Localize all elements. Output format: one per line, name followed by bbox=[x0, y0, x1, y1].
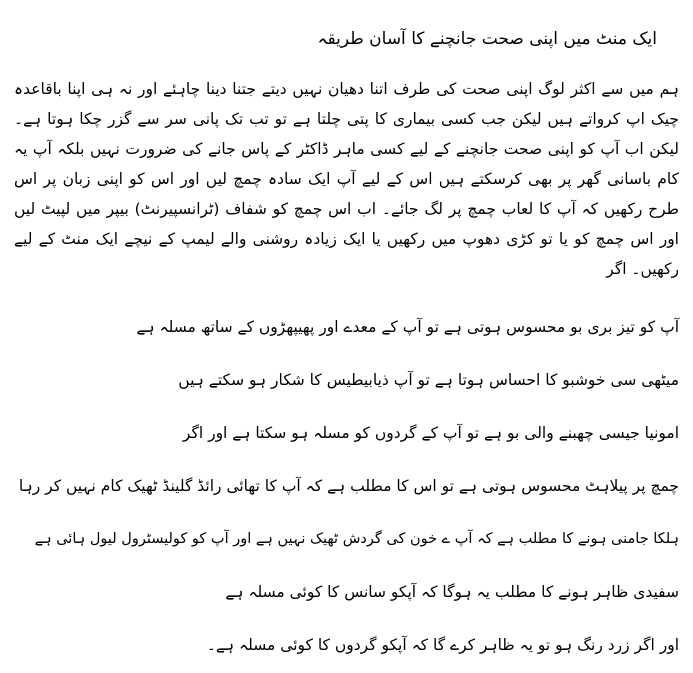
symptom-line: سفیدی ظاہر ہونے کا مطلب یہ ہوگا کہ آپکو سانس کا کوئی مسلہ ہے bbox=[225, 583, 679, 601]
symptom-line: اور اگر زرد رنگ ہو تو یہ ظاہر کرے گا کہ آپکو گردوں کا کوئی مسلہ ہے۔ bbox=[206, 636, 679, 654]
article-title: ایک منٹ میں اپنی صحت جانچنے کا آسان طریقہ bbox=[317, 29, 657, 49]
symptom-line: ہلکا جامنی ہونے کا مطلب ہے کہ آپ ے خون کی گردش ٹھیک نہیں ہے اور آپ کو کولیسٹرول لیول ہائی ہے bbox=[34, 531, 679, 547]
symptom-line: چمچ پر پیلاہٹ محسوس ہوتی ہے تو اس کا مطلب ہے کہ آپ کا تھائی رائڈ گلینڈ ٹھیک کام نہیں کر رہا bbox=[18, 477, 679, 495]
symptom-line: امونیا جیسی چھبنے والی بو ہے تو آپ کے گردوں کو مسلہ ہو سکتا ہے اور اگر bbox=[182, 424, 679, 442]
article-intro-paragraph: ہم میں سے اکثر لوگ اپنی صحت کی طرف اتنا دھیان نہیں دیتے جتنا دینا چاہئے اور نہ ہی اپنا باقاعدہ چیک اپ کرواتے ہیں لیکن جب کسی بیماری کا پتی چلتا ہے تو تب تک پانی سر سے گزر چکا ہوتا ہے۔ لیکن اب آپ کو اپنی صحت جانچنے کے لیے کسی ماہر ڈاکٹر کے پاس جانے کی ضرورت نہیں بلکہ آپ یہ کام باسانی گھر پر بھی کرسکتے ہیں اس کے لیے آپ ایک سادہ چمچ لیں اور اس کو اپنی زبان پر اس طرح رکھیں کہ آپ کا لعاب چمچ پر لگ جائے۔ اب اس چمچ کو شفاف (ٹرانسپیرنٹ) بیپر میں لپیٹ لیں اور اس چمچ کو یا تو کڑی دھوپ میں رکھیں یا ایک زیادہ روشنی والے لیمپ کے نیچے ایک منٹ کے لیے رکھیں۔ اگر bbox=[14, 80, 679, 278]
symptom-line: میٹھی سی خوشبو کا احساس ہوتا ہے تو آپ ذیابیطیس کا شکار ہو سکتے ہیں bbox=[178, 371, 679, 389]
symptom-line: آپ کو تیز بری بو محسوس ہوتی ہے تو آپ کے معدے اور پھیپھڑوں کے ساتھ مسلہ ہے bbox=[136, 318, 679, 336]
